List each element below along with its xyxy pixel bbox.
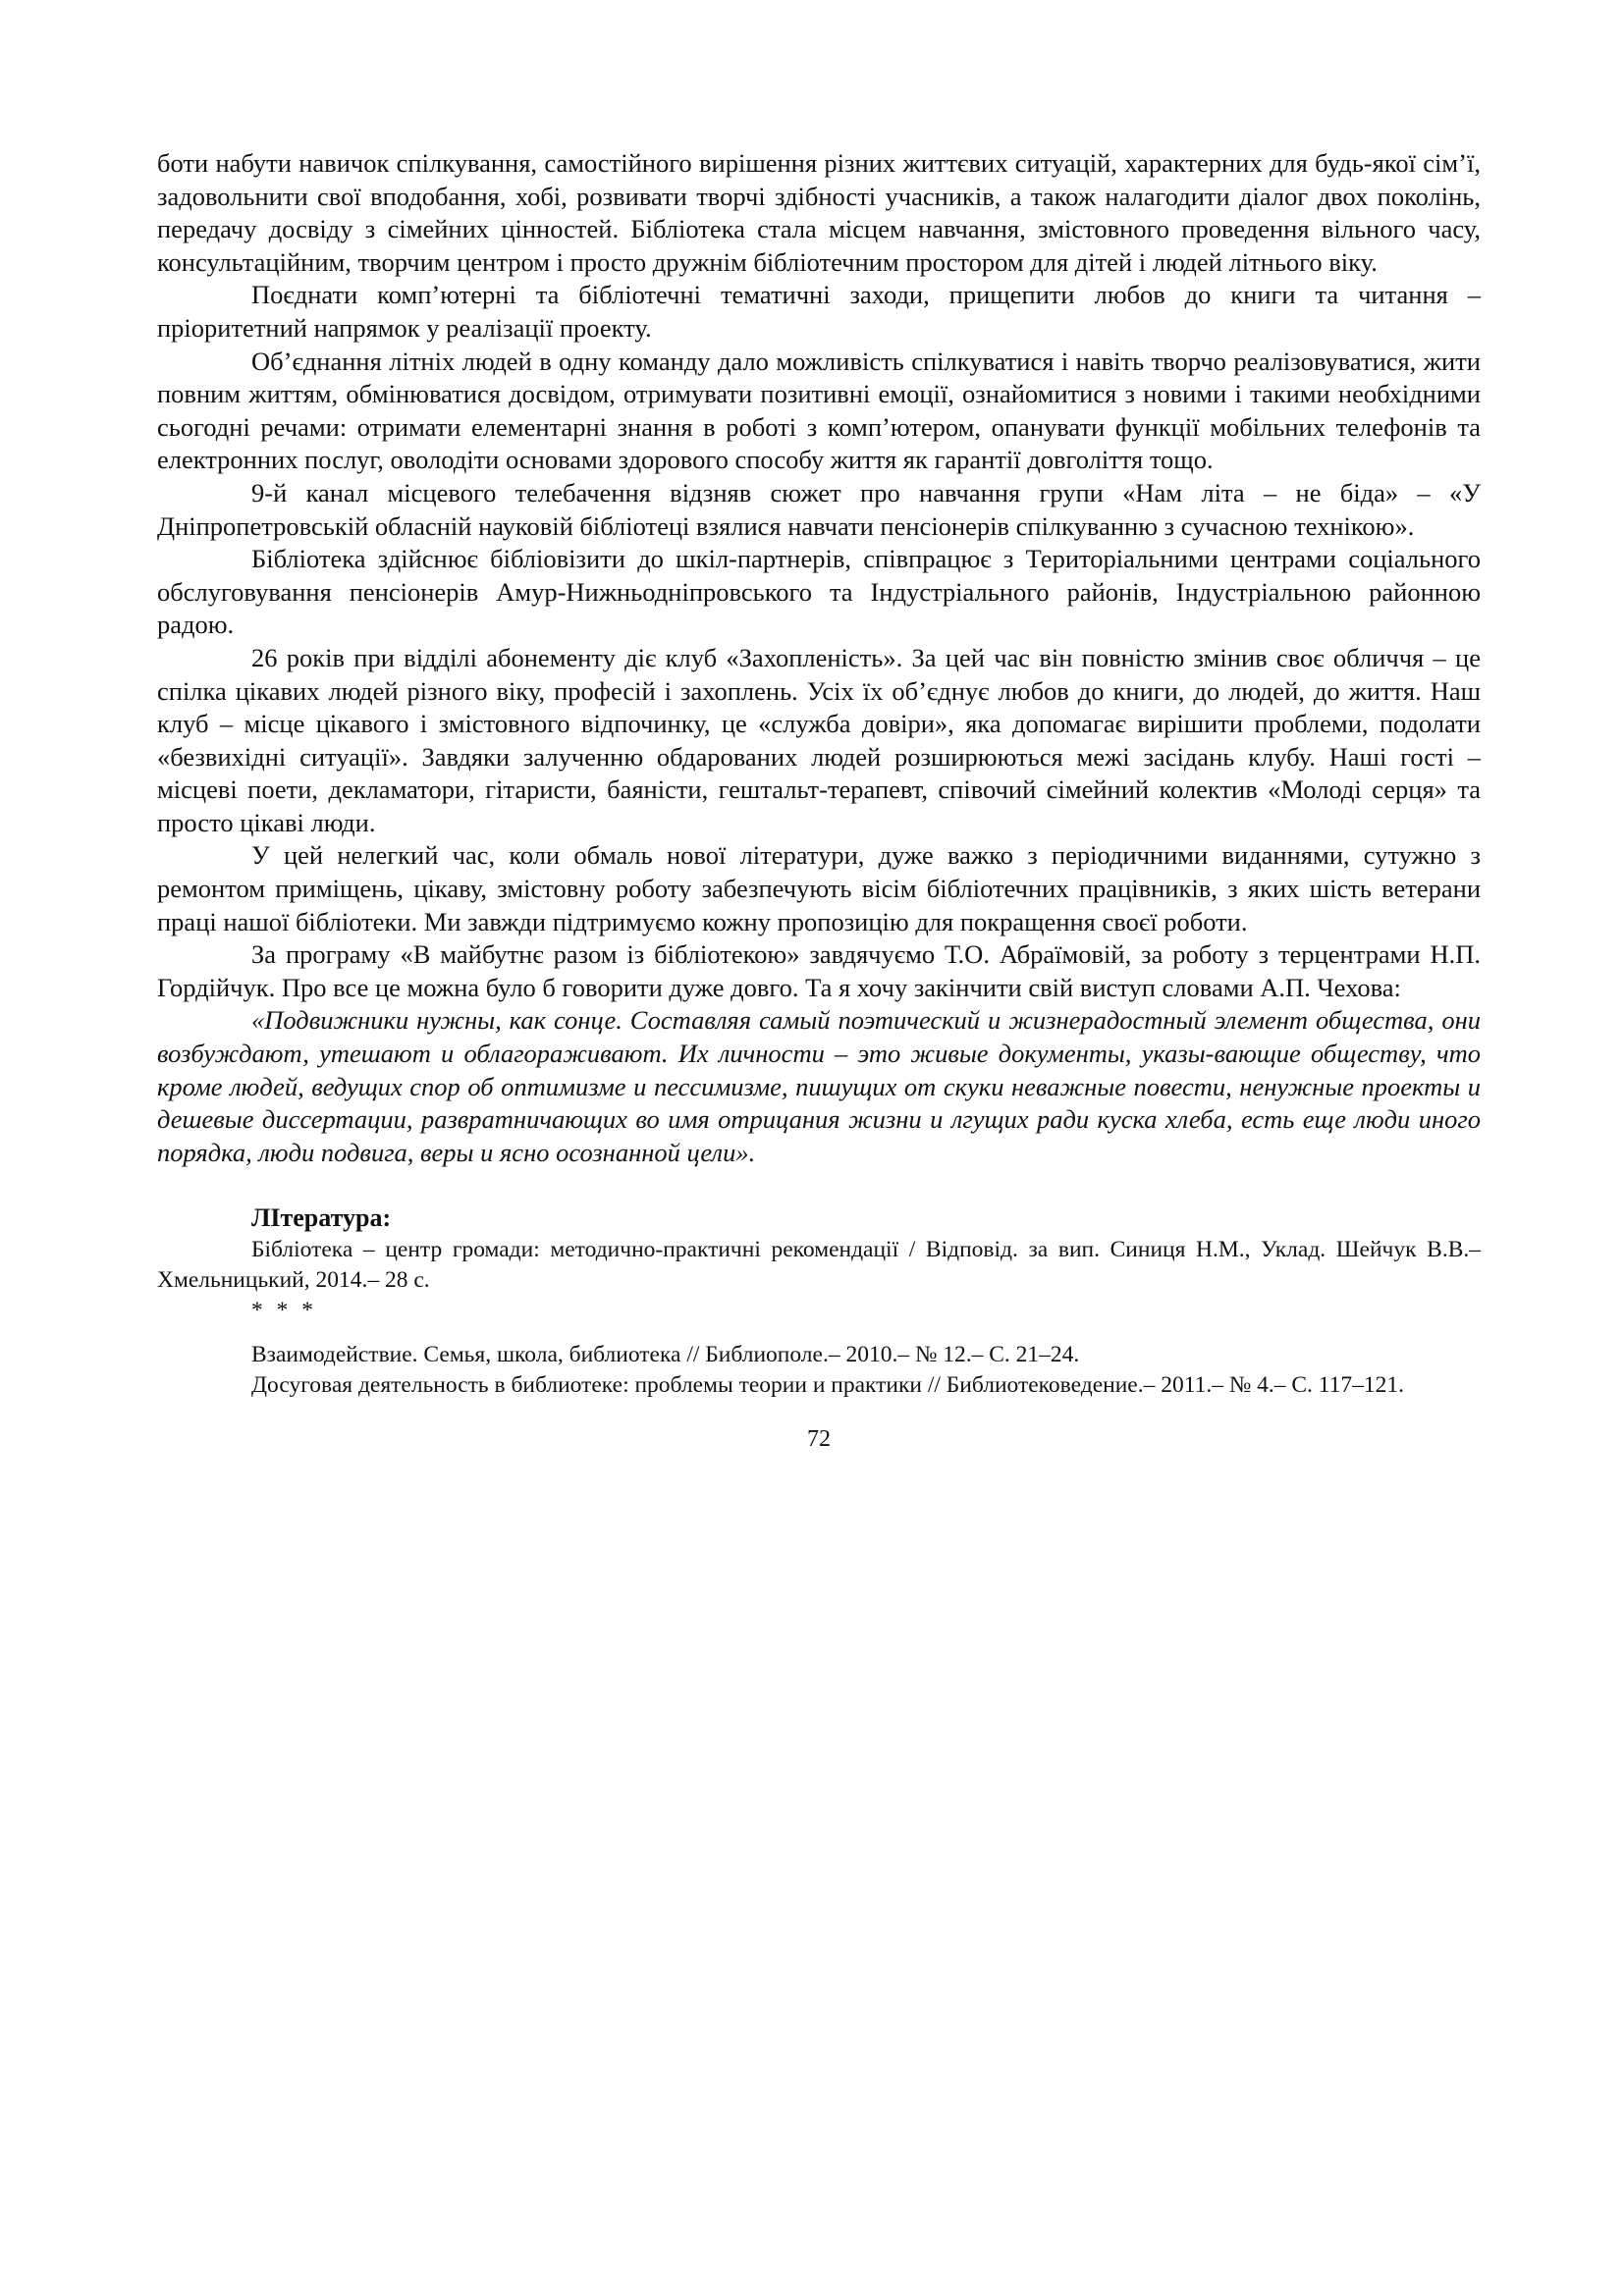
paragraph-project-priority: Поєднати комп’ютерні та бібліотечні тематичні заходи, прищепити любов до книги та читання – пріоритетний напрямок у реалізації проекту. <box>157 280 1481 343</box>
paragraph-school-partners: Бібліотека здійснює бібліовізити до шкіл-партнерів, співпрацює з Територіальними центрами соціального обслуговування пенсіонерів Амур-Нижньодніпровського та Індустріального районів, Індустріальною районною радою. <box>157 544 1481 640</box>
article-body <box>157 147 1481 1169</box>
paragraph-continuation: боти набути навичок спілкування, самостійного вирішення різних життєвих ситуацій, характерних для будь-якої сім’ї, задовольнити свої вподобання, хобі, розвивати творчі здібності учасників, а також налагодити діалог двох поколінь, передачу досвіду з сімейних цінностей. Бібліотека стала місцем навчання, змістовного проведення вільного часу, консультаційним, творчим центром і просто дружнім бібліотечним простором для дітей і людей літнього віку. <box>157 148 1481 277</box>
reference-entry-3: Досуговая деятельность в библиотеке: проблемы теории и практики // Библиотековедение.– 2011.– № 4.– С. 117–121. <box>251 1372 1405 1399</box>
references-heading: ЛІтература: <box>251 1203 392 1233</box>
paragraph-club: 26 років при відділі абонементу діє клуб «Захопленість». За цей час він повністю змінив своє обличчя – це спілка цікавих людей різного віку, професій і захоплень. Усіх їх об’єднує любов до книги, до людей, до життя. Наш клуб – місце цікавого і змістовного відпочинку, це «служба довіри», яка допомагає вирішити проблеми, подолати «безвихідні ситуації». Завдяки залученню обдарованих людей розширюються межі засідань клубу. Наші гості – місцеві поети, декламатори, гітаристи, баяністи, гештальт-терапевт, співочий сімейний колектив «Молоді серця» та просто цікаві люди. <box>157 642 1481 837</box>
page-number: 72 <box>807 1426 831 1453</box>
paragraph-gratitude: За програму «В майбутнє разом із бібліотекою» завдячуємо Т.О. Абраїмовій, за роботу з терцентрами Н.П. Гордійчук. Про все це можна було б говорити дуже довго. Та я хочу закінчити свій виступ словами А.П. Чехова: <box>157 939 1481 1002</box>
paragraph-hard-times: У цей нелегкий час, коли обмаль нової літератури, дуже важко з періодичними виданнями, сутужно з ремонтом приміщень, цікаву, змістовну роботу забезпечують вісім бібліотечних працівників, з яких шість ветерани праці нашої бібліотеки. Ми завжди підтримуємо кожну пропозицію для покращення своєї роботи. <box>157 840 1481 936</box>
paragraph-elderly-team: Об’єднання літніх людей в одну команду дало можливість спілкуватися і навіть творчо реалізовуватися, жити повним життям, обмінюватися досвідом, отримувати позитивні емоції, ознайомитися з новими і такими необхідними сьогодні речами: отримати елементарні знання в роботі з комп’ютером, опанувати функції мобільних телефонів та електронних послуг, оволодіти основами здорового способу життя як гарантії довголіття тощо. <box>157 346 1481 475</box>
reference-entry-2: Взаимодействие. Семья, школа, библиотека // Библиополе.– 2010.– № 12.– С. 21–24. <box>251 1342 1080 1368</box>
document-page <box>157 147 1481 1453</box>
paragraph-tv-report: 9-й канал місцевого телебачення відзняв сюжет про навчання групи «Нам літа – не біда» – «У Дніпропетровській обласній науковій бібліотеці взялися навчати пенсіонерів спілкуванню з сучасною технікою». <box>157 477 1481 541</box>
reference-entry-1: Бібліотека – центр громади: методично-практичні рекомендації / Відповід. за вип. Синиця Н.М., Уклад. Шейчук В.В.– Хмельницький, 2014.– 28 с. <box>157 1237 1481 1294</box>
chekhov-quote: «Подвижники нужны, как сонце. Составляя самый поэтический и жизнерадостный элемент общества, они возбуждают, утешают и облагораживают. Их личности – это живые документы, указы-вающие обществу, что кроме людей, ведущих спор об оптимизме и пессимизме, пишущих от скуки неважные повести, ненужные проекты и дешевые диссертации, развратничающих во имя отрицания жизни и лгущих ради куска хлеба, есть еще люди иного порядка, люди подвига, веры и ясно осознанной цели». <box>157 1005 1481 1167</box>
references-separator: * * * <box>251 1298 317 1324</box>
references-section <box>157 1202 1481 1401</box>
